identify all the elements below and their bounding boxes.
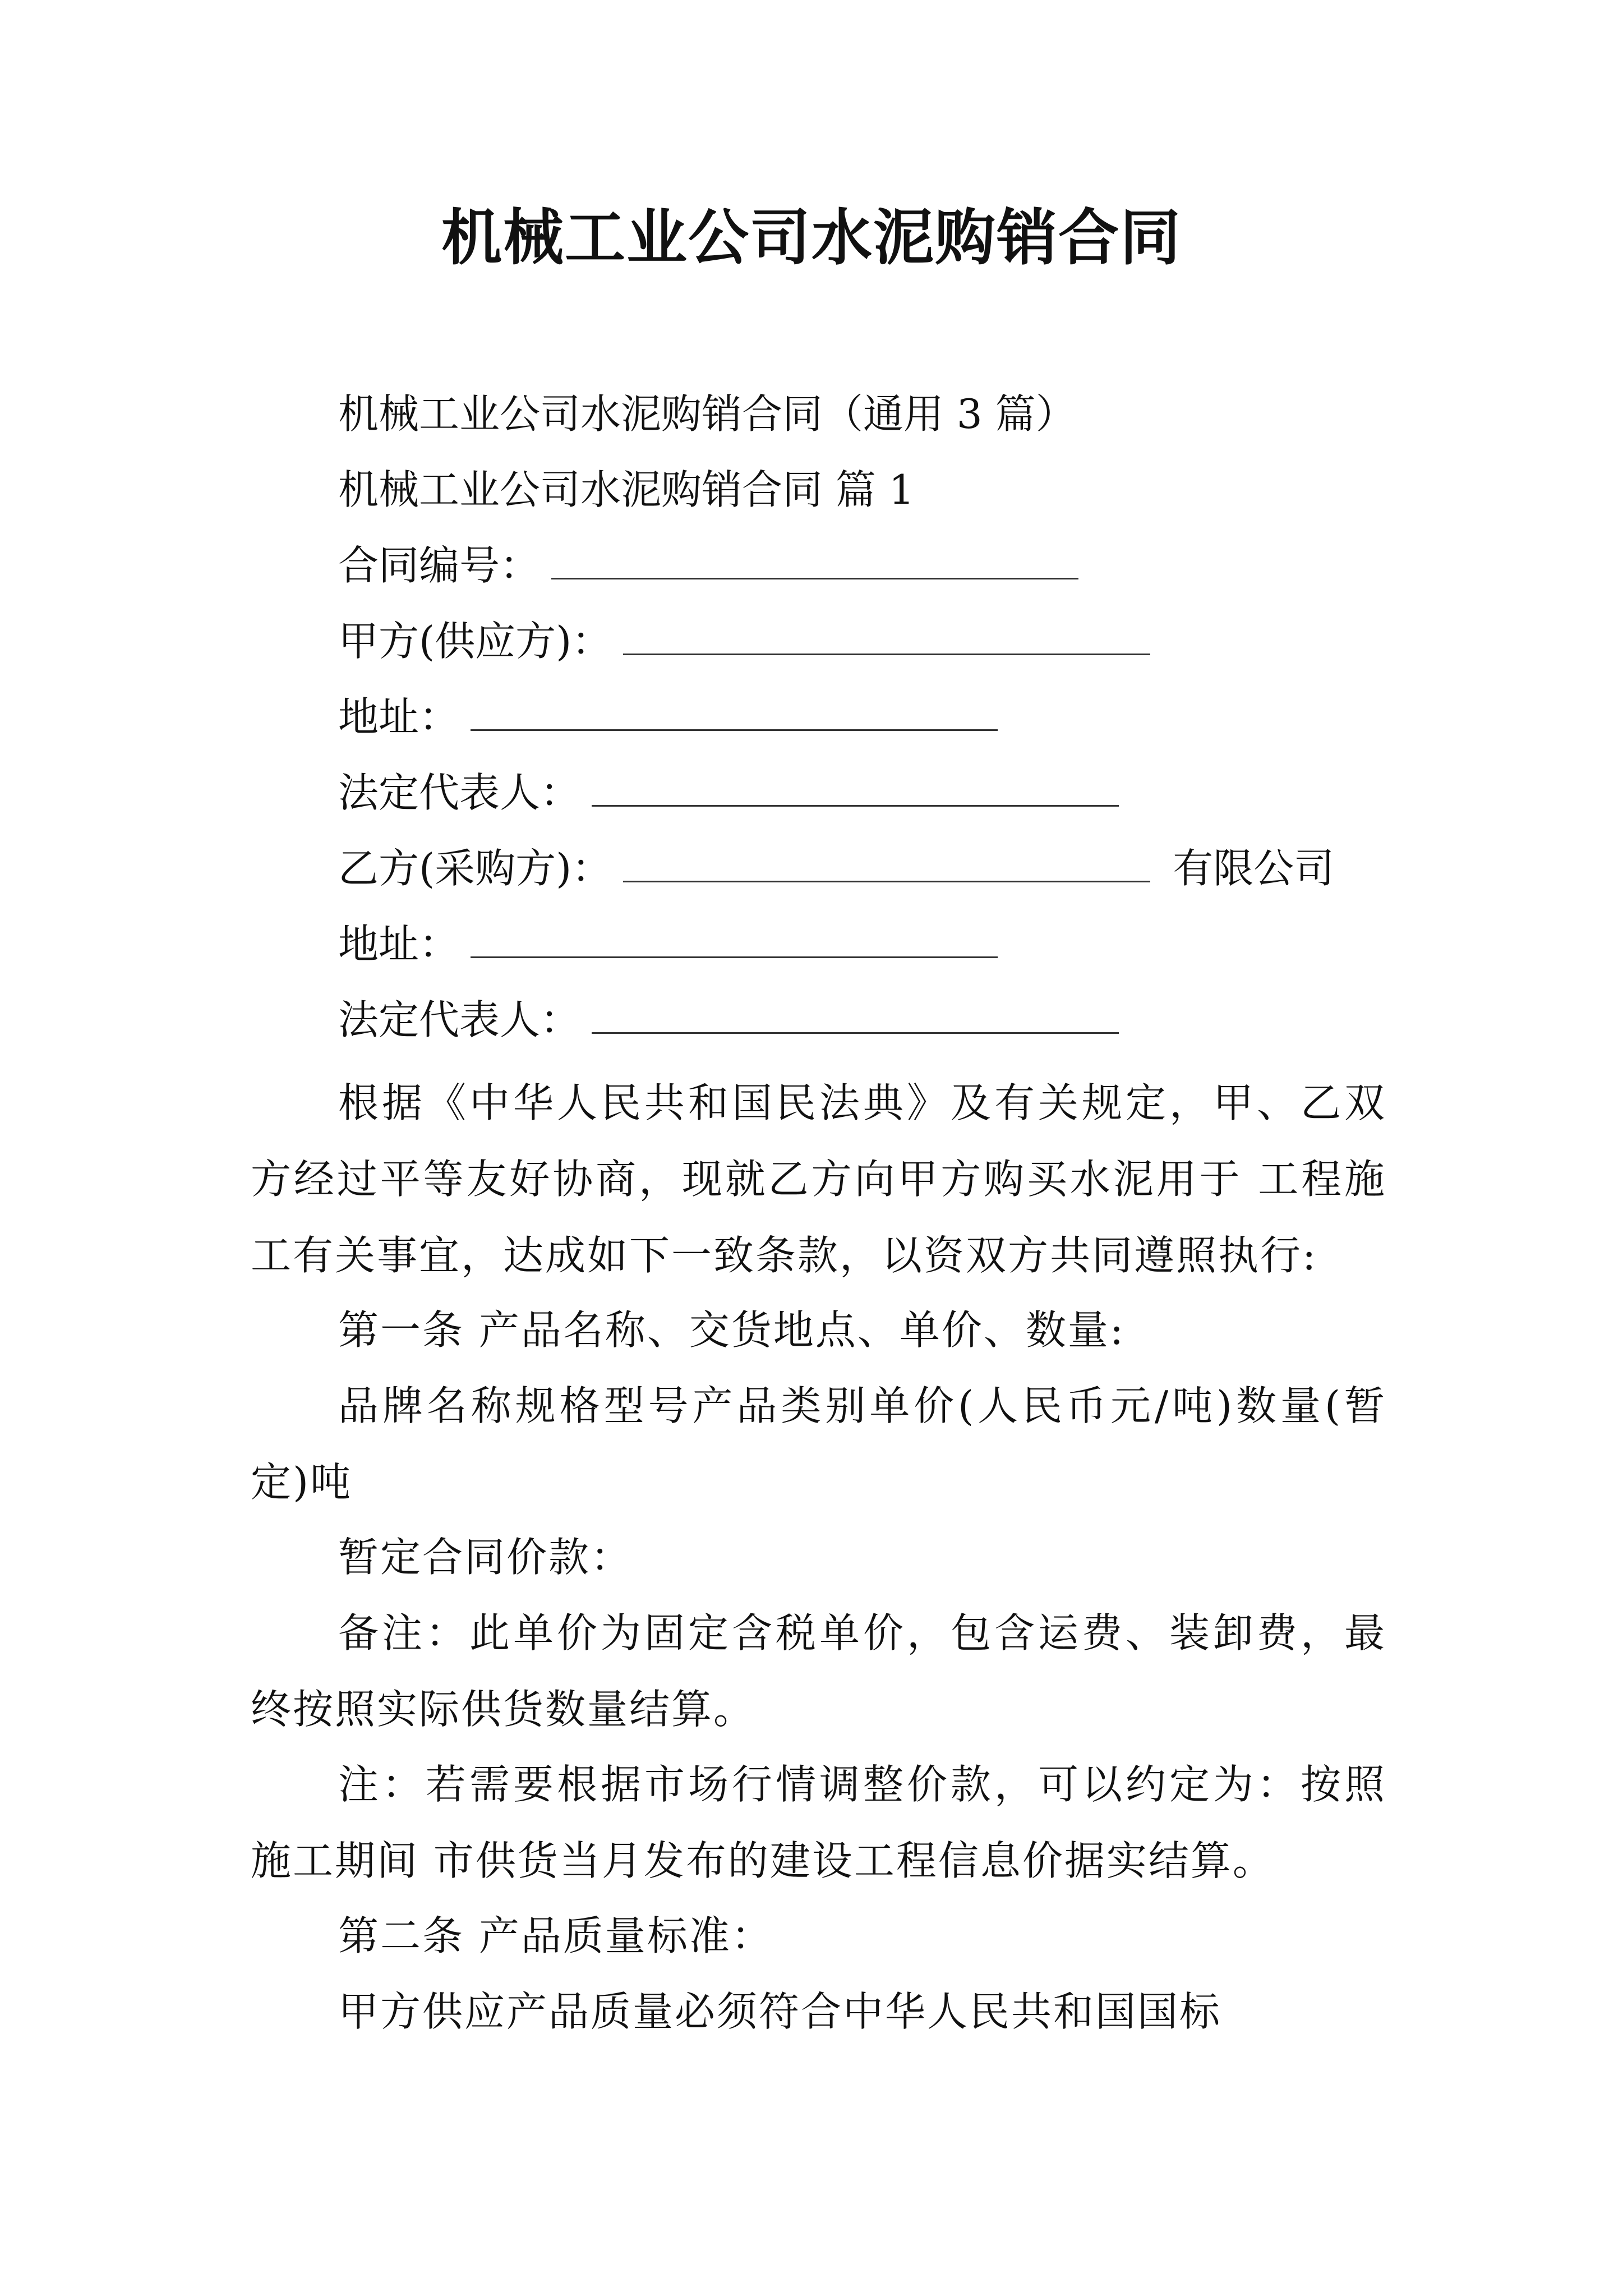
field-party-b bbox=[338, 840, 1334, 896]
field-contract-number bbox=[338, 537, 1078, 593]
paragraph-article-2-heading: 第二条 产品质量标准： bbox=[338, 1912, 773, 1959]
paragraph-article-1-heading: 第一条 产品名称、交货地点、单价、数量: bbox=[338, 1306, 1126, 1354]
document-title: 机械工业公司水泥购销合同 bbox=[441, 203, 1182, 273]
paragraph-product-table-header: 品牌名称规格型号产品类别单价(人民币元/吨)数量(暂定)吨 bbox=[251, 1382, 1386, 1506]
paragraph-provisional-price: 暂定合同价款： bbox=[338, 1534, 633, 1581]
blank-line bbox=[623, 840, 1150, 882]
field-party-b-address bbox=[338, 916, 998, 972]
blank-line bbox=[471, 689, 998, 731]
blank-line bbox=[592, 992, 1119, 1034]
paragraph-preamble: 根据《中华人民共和国民法典》及有关规定，甲、乙双方经过平等友好协商，现就乙方向甲方购买水泥用于 工程施工有关事宜，达成如下一致条款，以资双方共同遵照执行: bbox=[251, 1079, 1386, 1279]
field-label: 甲方(供应方)： bbox=[338, 618, 612, 665]
document-subtitle: 机械工业公司水泥购销合同（通用 3 篇） bbox=[338, 390, 1076, 438]
field-suffix: 有限公司 bbox=[1173, 845, 1335, 892]
field-label: 法定代表人： bbox=[338, 996, 581, 1043]
blank-line bbox=[623, 613, 1150, 655]
field-party-a-representative bbox=[338, 765, 1119, 821]
paragraph-quality-standard: 甲方供应产品质量必须符合中华人民共和国国标 bbox=[338, 1988, 1222, 2035]
field-label: 地址： bbox=[338, 693, 460, 740]
field-label: 乙方(采购方)： bbox=[338, 845, 612, 892]
field-party-b-representative bbox=[338, 992, 1119, 1048]
field-label: 地址： bbox=[338, 921, 460, 968]
field-label: 法定代表人： bbox=[338, 769, 581, 816]
field-party-a-address bbox=[338, 689, 998, 745]
paragraph-note: 注：若需要根据市场行情调整价款，可以约定为：按照施工期间 市供货当月发布的建设工程信息价据实结算。 bbox=[251, 1761, 1386, 1884]
section-heading: 机械工业公司水泥购销合同 篇 1 bbox=[338, 466, 915, 513]
blank-line bbox=[471, 916, 998, 958]
field-party-a bbox=[338, 613, 1150, 669]
blank-line bbox=[592, 765, 1119, 807]
field-label: 合同编号： bbox=[338, 542, 541, 589]
paragraph-remark: 备注：此单价为固定含税单价，包含运费、装卸费，最终按照实际供货数量结算。 bbox=[251, 1609, 1386, 1733]
blank-line bbox=[551, 537, 1078, 579]
